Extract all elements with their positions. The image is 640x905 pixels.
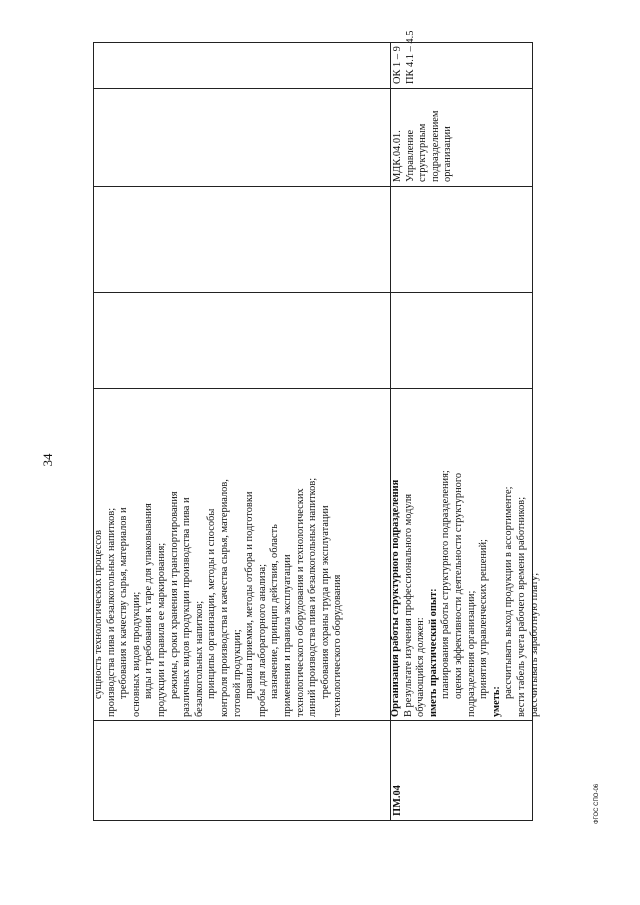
column-competencies	[93, 30, 533, 88]
mdk-line: организации	[442, 126, 454, 182]
content-line: основных видов продукции;	[130, 591, 142, 717]
content-line: рассчитывать заработную плату;	[528, 572, 540, 717]
content-line: вести табель учета рабочего времени работников;	[515, 496, 527, 717]
cell-mdk-pm04	[390, 88, 533, 186]
content-heading: уметь:	[490, 686, 502, 717]
module-title: Организация работы структурного подразделения	[390, 479, 401, 717]
mdk-line: Управление	[404, 129, 416, 182]
content-line: требования охраны труда при эксплуатации	[319, 505, 331, 699]
content-line: назначение, принцип действия, область	[269, 524, 281, 699]
content-line: правила приемки, методы отбора и подготовки	[244, 491, 256, 699]
mdk-line: подразделением	[429, 110, 441, 182]
content-line: применения и правила эксплуатации	[281, 554, 293, 717]
competency-line: ОК 1 – 9	[392, 46, 403, 84]
content-line: подразделения организации;	[465, 590, 477, 717]
cell-mdk-continuation	[93, 88, 390, 186]
rotated-table-content	[93, 30, 540, 820]
content-line: технологического оборудования и технологических	[294, 488, 306, 717]
content-line: В результате изучения профессионального модуля	[402, 493, 414, 717]
content-line: безалкогольных напитков;	[193, 600, 205, 717]
column-hours-total	[93, 292, 533, 388]
cell-competencies-pm04	[390, 30, 533, 88]
module-code: ПМ.04	[392, 785, 403, 816]
content-line: сущность технологических процессов	[93, 529, 104, 699]
cell-code-continuation	[93, 720, 390, 820]
content-line: контроля производства и качества сырья, материалов,	[218, 479, 230, 717]
column-content	[93, 388, 540, 720]
content-heading: иметь практический опыт:	[427, 588, 439, 717]
content-line: принятия управленческих решений;	[478, 539, 490, 699]
column-hours-class	[93, 186, 533, 292]
page-number: 34	[40, 453, 55, 467]
content-line: обучающийся должен:	[415, 617, 427, 717]
competency-line: ПК 4.1 – 4.5	[404, 30, 416, 84]
cell-content-pm04	[390, 388, 540, 720]
content-line: требования к качеству сырья, материалов и	[118, 507, 130, 699]
table-border-bottom	[93, 820, 533, 821]
content-line: готовой продукции;	[231, 629, 243, 717]
content-line: принципы организации, методы и способы	[206, 508, 218, 699]
cell-content-continuation	[93, 388, 390, 720]
content-line: режимы, сроки хранения и транспортирования	[168, 491, 180, 699]
content-line: виды и требования к таре для упаковывания	[143, 503, 155, 699]
content-line: оценки эффективности деятельности структурного	[452, 472, 464, 699]
column-code	[93, 720, 533, 820]
column-mdk	[93, 88, 533, 186]
content-line: планирования работы структурного подразделения;	[440, 470, 452, 699]
content-line: линий производства пива и безалкогольных напитков;	[307, 477, 319, 717]
cell-code-pm04	[390, 720, 533, 820]
mdk-line: структурным	[417, 123, 429, 182]
cell-competencies-continuation	[93, 42, 390, 88]
footer-code: ФГОС СПО-06	[594, 783, 600, 824]
content-line: технологического оборудования	[332, 574, 344, 717]
content-line: рассчитывать выход продукции в ассортименте;	[503, 486, 515, 699]
content-line: продукции и правила ее маркирования;	[155, 542, 167, 717]
content-line: производства пива и безалкогольных напитков;	[105, 507, 117, 717]
content-line: различных видов продукции производства пива и	[181, 497, 193, 717]
content-line: пробы для лабораторного анализа;	[256, 563, 268, 717]
mdk-line: МДК.04.01.	[392, 130, 403, 182]
